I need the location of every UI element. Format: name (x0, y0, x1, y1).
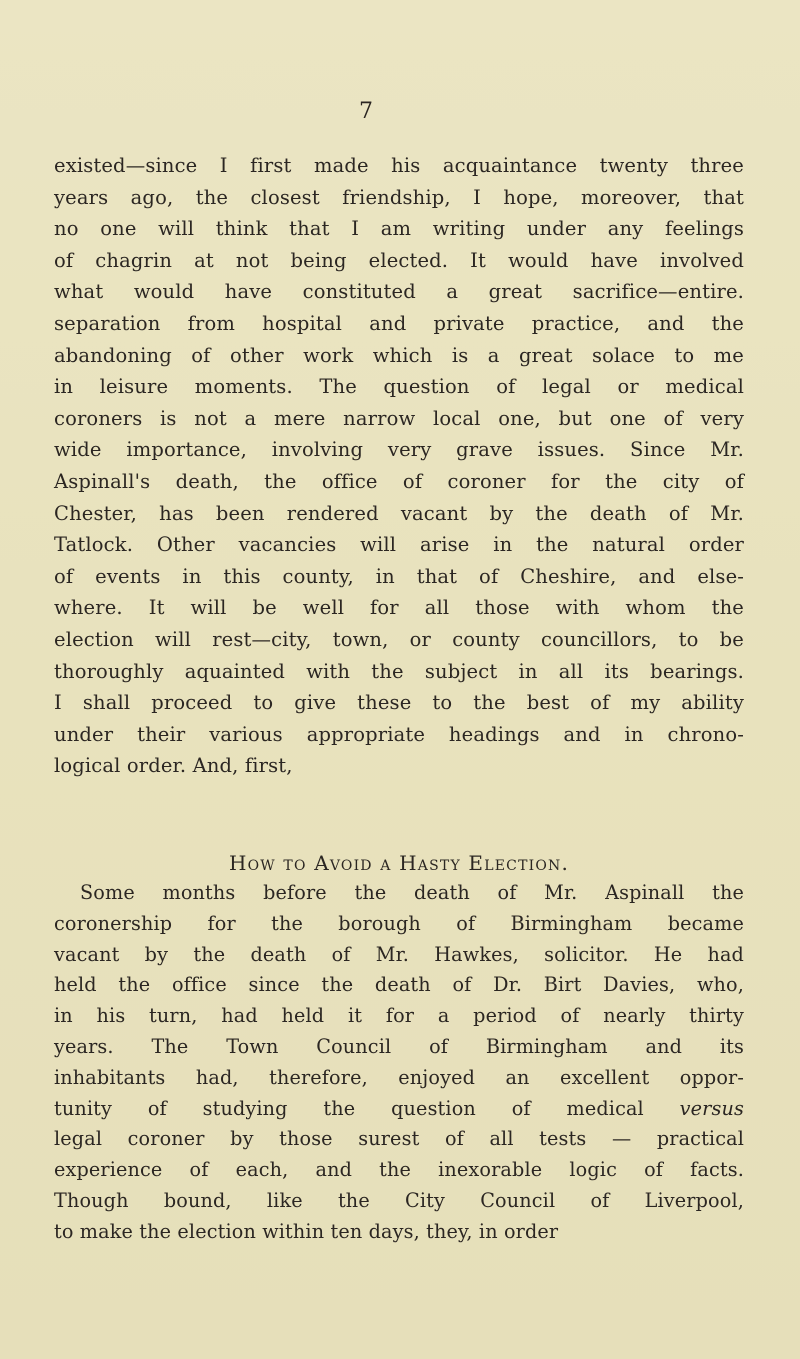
page-number: 7 (359, 99, 373, 124)
text-line: Tatlock. Other vacancies will arise in the natural order (54, 533, 744, 557)
text-line: existed—since I first made his acquaintance twenty three (54, 154, 744, 177)
text-segment: tunity of studying the question of medical (54, 1096, 644, 1120)
text-line: of chagrin at not being elected. It would have involved (54, 248, 744, 272)
text-line: of events in this county, in that of Cheshire, and else- (54, 564, 744, 588)
paragraph-2 (54, 878, 744, 1248)
text-line: I shall proceed to give these to the best of my ability (54, 691, 744, 715)
section-heading: How to Avoid a Hasty Election. (228, 851, 570, 875)
text-line: in his turn, had held it for a period of nearly thirty (54, 1004, 744, 1028)
text-line: wide importance, involving very grave issues. Since Mr. (54, 438, 744, 462)
italic-word: versus (679, 1096, 744, 1120)
text-line: no one will think that I am writing under any feelings (54, 217, 744, 241)
text-line: under their various appropriate headings and in chrono- (54, 722, 744, 746)
text-line: abandoning of other work which is a great solace to me (54, 343, 744, 367)
text-line: years. The Town Council of Birmingham and its (54, 1034, 744, 1058)
text-line: election will rest—city, town, or county councillors, to be (54, 627, 744, 651)
text-line: separation from hospital and private practice, and the (54, 311, 744, 335)
text-line: years ago, the closest friendship, I hope, moreover, that (54, 185, 744, 209)
text-line: what would have constituted a great sacrifice—entire. (54, 280, 744, 304)
text-line: held the office since the death of Dr. Birt Davies, who, (54, 973, 744, 997)
text-line: in leisure moments. The question of legal or medical (54, 375, 744, 399)
text-line: Chester, has been rendered vacant by the death of Mr. (54, 501, 744, 525)
text-line: to make the election within ten days, they, in order (54, 1219, 559, 1243)
text-line: legal coroner by those surest of all tests — practical (54, 1127, 744, 1151)
text-line: Some months before the death of Mr. Aspinall the (80, 881, 744, 904)
text-line: where. It will be well for all those with whom the (54, 596, 744, 620)
text-line: inhabitants had, therefore, enjoyed an excellent oppor- (54, 1065, 744, 1089)
paragraph-1 (54, 150, 744, 782)
text-line: coroners is not a mere narrow local one, but one of very (54, 406, 744, 430)
text-line: logical order. And, first, (54, 754, 293, 778)
text-line: Though bound, like the City Council of Liverpool, (54, 1188, 744, 1212)
text-line: thoroughly aquainted with the subject in all its bearings. (54, 659, 744, 683)
text-line: vacant by the death of Mr. Hawkes, solicitor. He had (54, 942, 744, 966)
text-line: experience of each, and the inexorable logic of facts. (54, 1158, 744, 1182)
text-line-with-italic (54, 1094, 744, 1125)
text-line: coronership for the borough of Birmingham became (54, 911, 744, 935)
text-line: Aspinall's death, the office of coroner for the city of (54, 469, 744, 493)
